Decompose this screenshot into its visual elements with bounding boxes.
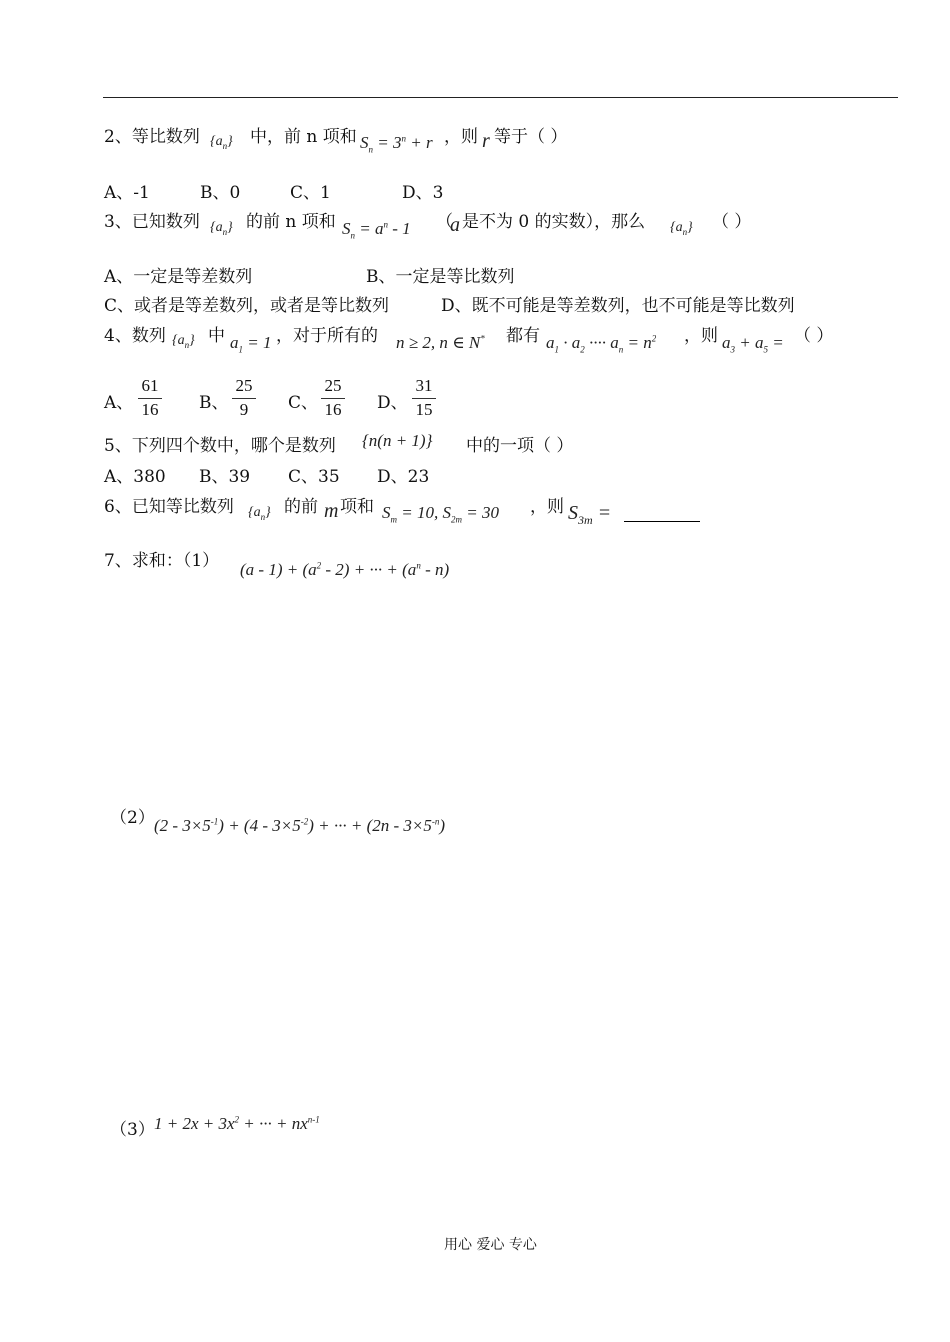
q3-formula: $S_n = a^n - 1$ xyxy=(342,219,411,241)
q4-option-c-frac xyxy=(321,376,345,420)
q3-lead: 3、已知数列 xyxy=(104,212,200,232)
q6-mid: 的前 xyxy=(284,497,318,517)
q4-option-d-label: D、 xyxy=(377,393,408,413)
q6-seq: $\{a_n\}$ xyxy=(248,505,271,522)
q4-mid: 中 xyxy=(208,326,225,346)
q6-mid2: 项和 xyxy=(340,497,374,517)
q3-paren: （ xyxy=(436,212,453,232)
page-footer: 用心 爱心 专心 xyxy=(444,1237,537,1253)
q7-part2: $(2 - 3\times 5^{-1}) + (4 - 3\times 5^{-2})$ + ··· + $(2n - 3\times 5^{-n})$ xyxy=(154,816,446,835)
q6-answer-blank[interactable] xyxy=(624,502,700,522)
q5-tail: 中的一项（ ） xyxy=(466,436,574,456)
q4-cond: n ≥ 2, n ∈ N* xyxy=(396,333,485,352)
q4-option-c-label: C、 xyxy=(288,393,319,413)
q2-option-c: C、1 xyxy=(290,183,331,203)
q2-lead: 2、等比数列 xyxy=(104,127,200,147)
q3-var: a xyxy=(450,214,460,236)
q2-mid: 中，前 n 项和 xyxy=(250,127,357,147)
q2-seq: $\{a_n\}$ xyxy=(210,134,233,151)
q2-then: ，则 xyxy=(444,127,478,147)
q3-mid: 的前 n 项和 xyxy=(246,212,336,232)
q2-tail: 等于（ ） xyxy=(494,127,568,147)
q7-part3: $1 + 2x + 3x^2$ + ··· + $nx^{n-1}$ xyxy=(154,1114,320,1133)
q3-option-a: A、一定是等差数列 xyxy=(104,267,253,287)
q4-option-a-frac xyxy=(138,376,162,420)
q4-lead: 4、数列 xyxy=(104,326,166,346)
q5-option-a: A、380 xyxy=(104,467,166,487)
q3-tail: （ ） xyxy=(712,212,752,232)
q4-option-d-den: 15 xyxy=(415,400,433,419)
q4-option-a-den: 16 xyxy=(141,400,159,419)
q5-option-c: C、35 xyxy=(288,467,340,487)
q4-option-c-den: 16 xyxy=(324,400,342,419)
q4-option-a-label: A、 xyxy=(104,393,134,413)
q2-formula: $S_n = 3^n + r$ xyxy=(360,133,433,155)
q2-option-a: A、-1 xyxy=(104,183,150,203)
q4-option-d-frac xyxy=(412,376,436,420)
q5-seq: {n(n + 1)} xyxy=(362,431,433,450)
q7-label2: （2） xyxy=(110,808,155,828)
q4-option-a-num: 61 xyxy=(141,376,159,395)
q2-stem xyxy=(104,122,200,147)
q4-mid2: ，对于所有的 xyxy=(276,326,378,346)
q2-option-d: D、3 xyxy=(402,183,444,203)
q3-option-d: D、既不可能是等差数列，也不可能是等比数列 xyxy=(441,296,795,316)
q6-then: ，则 xyxy=(530,497,564,517)
q6-lead: 6、已知等比数列 xyxy=(104,497,234,517)
q4-option-b-num: 25 xyxy=(235,376,253,395)
q4-prod: $a_1 \cdot a_2$ ···· $a_n = n^2$ xyxy=(546,333,657,355)
q6-given: $S_m = 10$, $S_{2m} = 30$ xyxy=(382,503,499,525)
header-rule xyxy=(103,97,898,98)
q2-option-b: B、0 xyxy=(200,183,241,203)
q4-option-b-label: B、 xyxy=(199,393,229,413)
q4-option-c-num: 25 xyxy=(324,376,342,395)
q7-lead: 7、求和：（1） xyxy=(104,551,220,571)
q4-ask: $a_3 + a_5$ = xyxy=(722,333,784,355)
q4-option-b-den: 9 xyxy=(239,400,249,419)
q4-mid3: 都有 xyxy=(506,326,540,346)
q5-lead: 5、下列四个数中，哪个是数列 xyxy=(104,436,336,456)
q3-option-c: C、或者是等差数列，或者是等比数列 xyxy=(104,296,390,316)
q4-tail: （ ） xyxy=(794,326,834,346)
q4-option-b-frac xyxy=(232,376,256,420)
q3-option-b: B、一定是等比数列 xyxy=(366,267,515,287)
q4-option-d-num: 31 xyxy=(415,376,433,395)
q4-then: ，则 xyxy=(684,326,718,346)
q6-var: m xyxy=(324,500,339,522)
q6-ask: $S_{3m}$ = xyxy=(568,502,612,527)
q7-part1: $(a - 1) + (a^2 - 2)$ + ··· + $(a^n - n)$ xyxy=(240,560,450,579)
q4-seq: $\{a_n\}$ xyxy=(172,333,195,350)
q5-option-b: B、39 xyxy=(199,467,251,487)
q5-option-d: D、23 xyxy=(377,467,430,487)
q3-cond: 是不为 0 的实数），那么 xyxy=(462,212,646,232)
q7-label3: （3） xyxy=(110,1120,155,1140)
q4-init: $a_1 = 1$ xyxy=(230,333,272,355)
q3-seq2: $\{a_n\}$ xyxy=(670,220,693,237)
q2-var: r xyxy=(482,130,490,152)
q3-seq: $\{a_n\}$ xyxy=(210,220,233,237)
